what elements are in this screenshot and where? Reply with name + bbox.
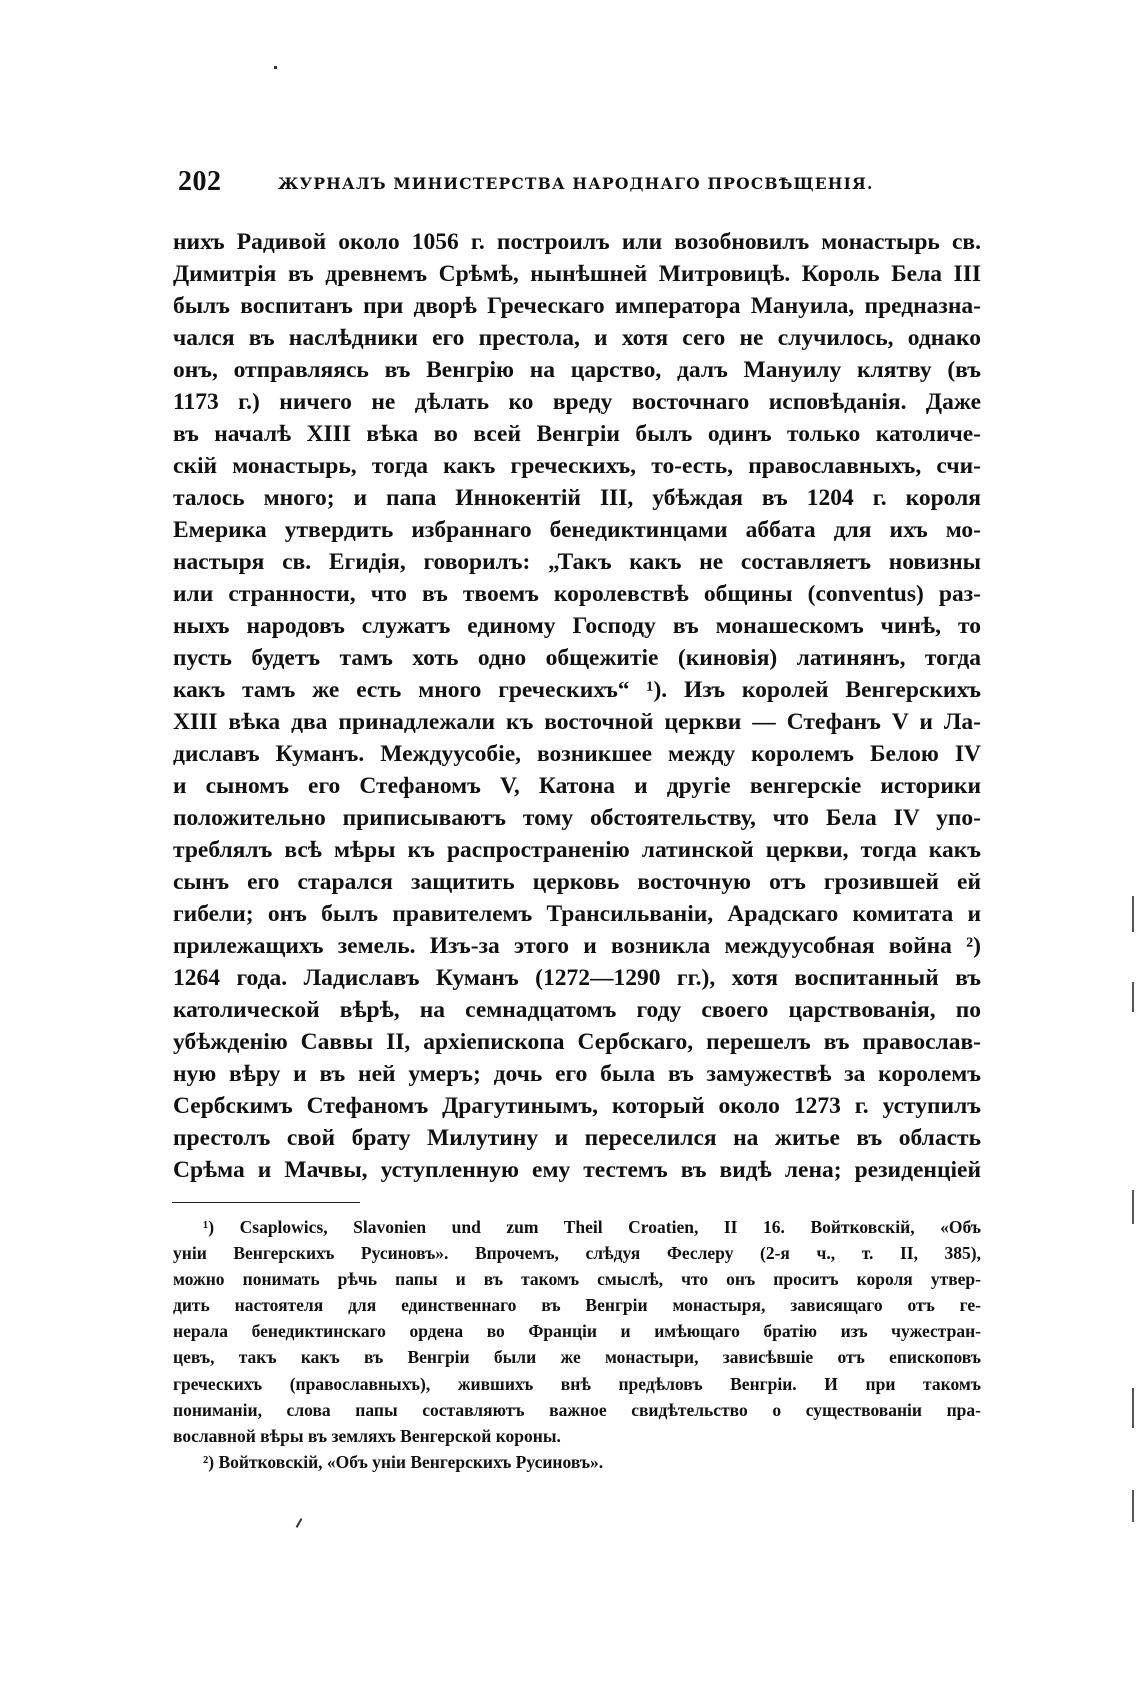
text-line: какъ тамъ же есть много греческихъ“ ¹). Изъ королей Венгерскихъ xyxy=(173,677,981,703)
scan-edge-mark xyxy=(1132,1190,1134,1224)
text-line: нихъ Радивой около 1056 г. построилъ или возобновилъ монастырь св. xyxy=(173,229,981,255)
main-text xyxy=(173,226,981,1186)
footnote-line: ²) Войтковскій, «Объ уніи Венгерскихъ Русиновъ». xyxy=(203,1451,604,1472)
footnote-line: цевъ, такъ какъ въ Венгріи были же монастыри, зависѣвшіе отъ епископовъ xyxy=(173,1347,981,1368)
text-line: Димитрія въ древнемъ Срѣмѣ, нынѣшней Митровицѣ. Король Бела III xyxy=(173,261,981,287)
text-line: настыря св. Егидія, говорилъ: „Такъ какъ не составляетъ новизны xyxy=(173,549,981,575)
footnote-line: нерала бенедиктинскаго ордена во Франціи и имѣющаго братію изъ чужестран- xyxy=(173,1321,981,1342)
text-line: ныхъ народовъ служатъ единому Господу въ монашескомъ чинѣ, то xyxy=(173,613,981,639)
text-line: гибели; онъ былъ правителемъ Трансильваніи, Арадскаго комитата и xyxy=(173,901,981,927)
scan-edge-mark xyxy=(1132,1490,1134,1522)
text-line: 1264 года. Ладиславъ Куманъ (1272—1290 гг.), хотя воспитанный въ xyxy=(173,965,981,991)
text-line: католической вѣрѣ, на семнадцатомъ году своего царствованія, по xyxy=(173,997,981,1023)
text-line: Емерика утвердить избраннаго бенедиктинцами аббата для ихъ мо- xyxy=(173,517,981,543)
page-number: 202 xyxy=(178,166,222,197)
footnote-line: пониманіи, слова папы составляютъ важное свидѣтельство о существованіи пра- xyxy=(173,1399,981,1420)
text-line: талось много; и папа Иннокентій III, убѣждая въ 1204 г. короля xyxy=(173,485,981,511)
text-line: скій монастырь, тогда какъ греческихъ, то-есть, православныхъ, счи- xyxy=(173,453,981,479)
scan-edge-mark xyxy=(1132,896,1134,932)
running-title: ЖУРНАЛЪ МИНИСТЕРСТВА НАРОДНАГО ПРОСВѢЩЕНІЯ. xyxy=(278,174,874,193)
text-line: и сыномъ его Стефаномъ V, Катона и другіе венгерскіе историки xyxy=(173,773,981,799)
footnote-line: уніи Венгерскихъ Русиновъ». Впрочемъ, слѣдуя Феслеру (2-я ч., т. II, 385), xyxy=(173,1243,981,1264)
text-line: прилежащихъ земель. Изъ-за этого и возникла междуусобная война ²) xyxy=(173,933,981,959)
ink-speck xyxy=(274,66,277,69)
text-line: треблялъ всѣ мѣры къ распространенію латинской церкви, тогда какъ xyxy=(173,837,981,863)
footnote-line: можно понимать рѣчь папы и въ такомъ смыслѣ, что онъ проситъ короля утвер- xyxy=(173,1269,981,1290)
page-header xyxy=(178,166,938,200)
text-line: чался въ наслѣдники его престола, и хотя сего не случилось, однако xyxy=(173,325,981,351)
footnote-line: вославной вѣры въ земляхъ Венгерской короны. xyxy=(173,1425,561,1446)
text-line: былъ воспитанъ при дворѣ Греческаго императора Мануила, предназна- xyxy=(173,293,981,319)
text-line: сынъ его старался защитить церковь восточную отъ грозившей ей xyxy=(173,869,981,895)
text-line: 1173 г.) ничего не дѣлать ко вреду восточнаго исповѣданія. Даже xyxy=(173,389,981,415)
text-line: пусть будетъ тамъ хоть одно общежитіе (киновія) латинянъ, тогда xyxy=(173,645,981,671)
text-line: положительно приписываютъ тому обстоятельству, что Бела IV упо- xyxy=(173,805,981,831)
footnote-line: греческихъ (православныхъ), жившихъ внѣ предѣловъ Венгріи. И при такомъ xyxy=(173,1373,981,1394)
text-line: XIII вѣка два принадлежали къ восточной церкви — Стефанъ V и Ла- xyxy=(173,709,981,735)
ink-mark xyxy=(296,1518,303,1528)
text-line: диславъ Куманъ. Междуусобіе, возникшее между королемъ Белою IV xyxy=(173,741,981,767)
text-line: Сербскимъ Стефаномъ Драгутинымъ, который около 1273 г. уступилъ xyxy=(173,1093,981,1119)
text-line: или странности, что въ твоемъ королевствѣ общины (conventus) раз- xyxy=(173,581,981,607)
footnote-line: ¹) Csaplowics, Slavonien und zum Theil Croatien, II 16. Войтковскій, «Объ xyxy=(203,1217,981,1237)
text-line: въ началѣ XIII вѣка во всей Венгріи былъ одинъ только католиче- xyxy=(173,421,981,447)
text-line: онъ, отправляясь въ Венгрію на царство, далъ Мануилу клятву (въ xyxy=(173,357,981,383)
text-line: убѣжденію Саввы II, архіепископа Сербскаго, перешелъ въ православ- xyxy=(173,1029,981,1055)
footnotes xyxy=(173,1214,981,1475)
text-line: престолъ свой брату Милутину и переселился на житье въ область xyxy=(173,1125,981,1151)
footnote-line: дить настоятеля для единственнаго въ Венгріи монастыря, зависящаго отъ ге- xyxy=(173,1295,981,1316)
text-line: ную вѣру и въ ней умеръ; дочь его была въ замужествѣ за королемъ xyxy=(173,1061,981,1087)
scan-edge-mark xyxy=(1132,1388,1134,1428)
footnote-separator xyxy=(172,1202,360,1203)
scan-edge-mark xyxy=(1132,982,1134,1012)
text-line: Срѣма и Мачвы, уступленную ему тестемъ въ видѣ лена; резиденціей xyxy=(173,1157,981,1183)
